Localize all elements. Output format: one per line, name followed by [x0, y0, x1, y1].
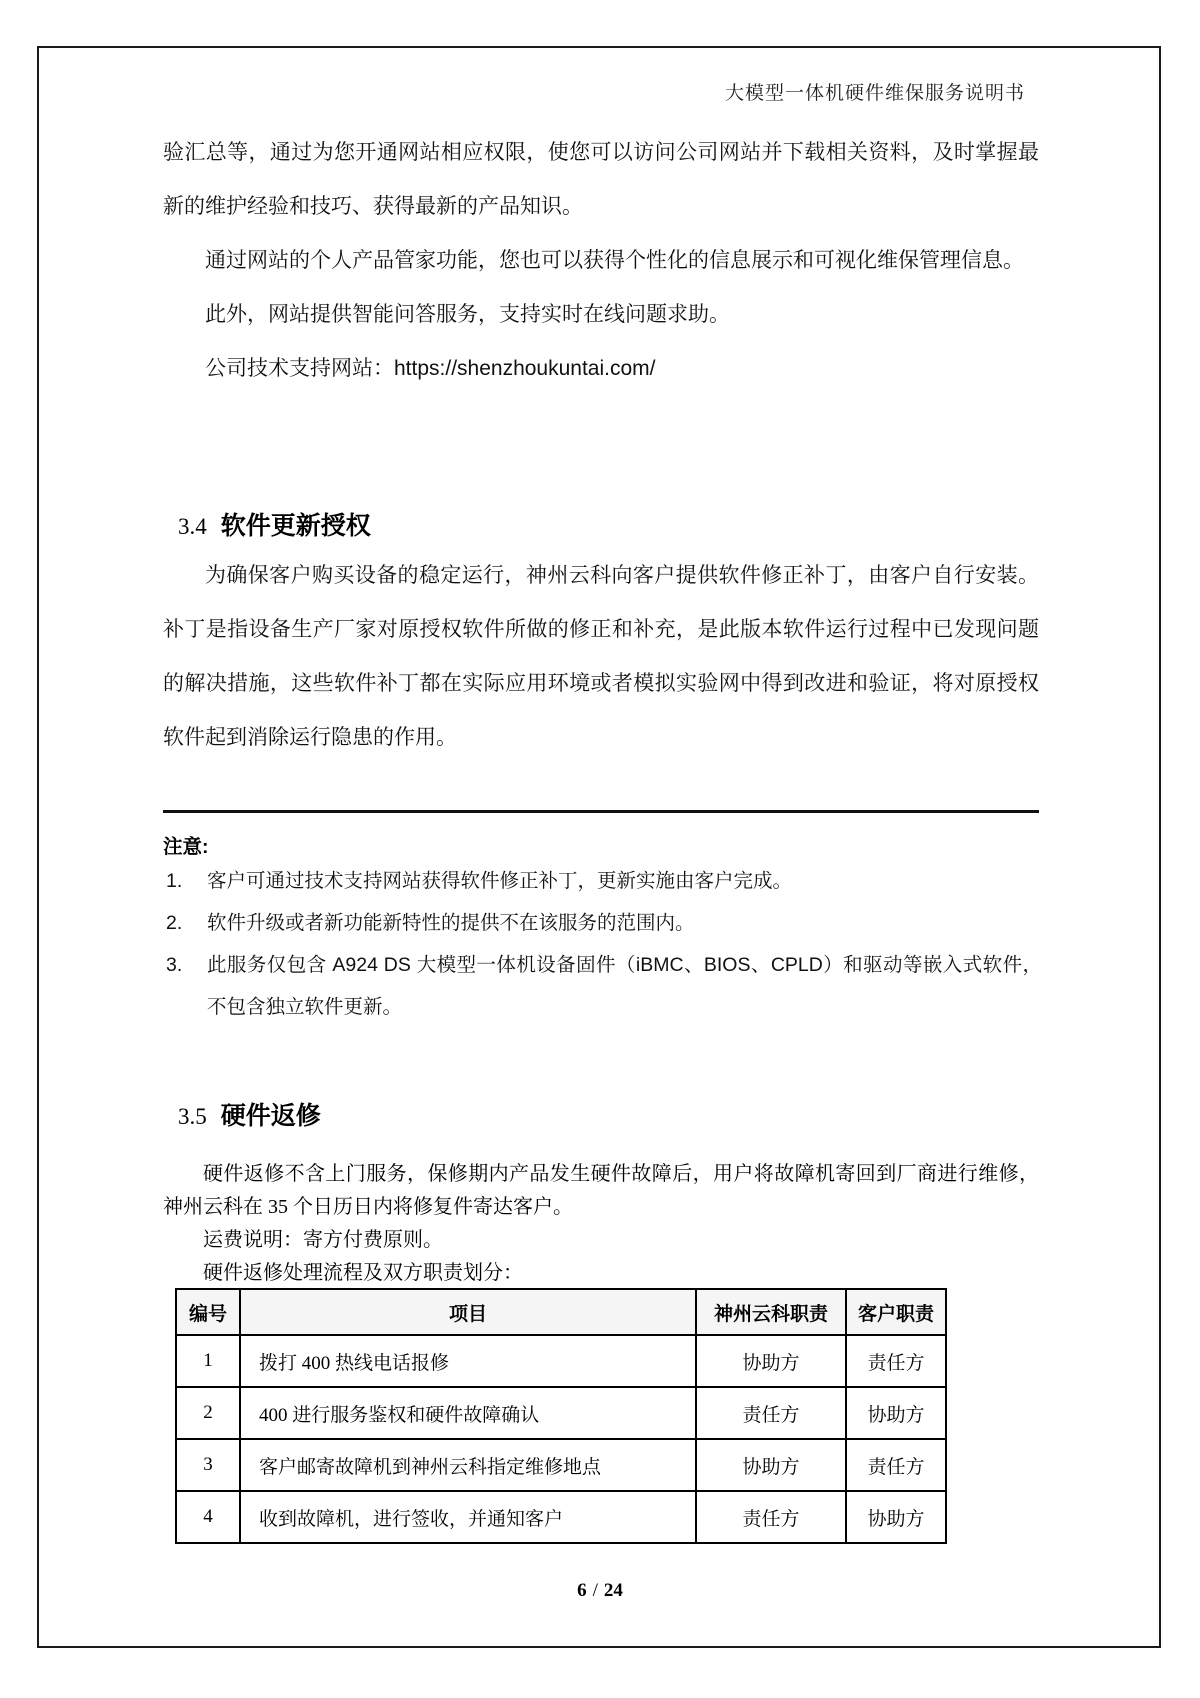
paragraph: 此外，网站提供智能问答服务，支持实时在线问题求助。 — [205, 303, 730, 326]
cell-number: 3 — [176, 1439, 240, 1491]
notice-divider-rule — [163, 810, 1039, 813]
cell-item: 客户邮寄故障机到神州云科指定维修地点 — [240, 1439, 696, 1491]
paragraph: 通过网站的个人产品管家功能，您也可以获得个性化的信息展示和可视化维保管理信息。 — [205, 249, 1024, 272]
cell-number: 1 — [176, 1335, 240, 1387]
cell-szyk-duty: 协助方 — [696, 1439, 846, 1491]
cell-szyk-duty: 责任方 — [696, 1491, 846, 1543]
section-number: 3.4 — [178, 514, 207, 539]
paragraph: 硬件返修处理流程及双方职责划分： — [203, 1262, 523, 1284]
paragraph: 硬件返修不含上门服务，保修期内产品发生硬件故障后，用户将故障机寄回到厂商进行维修，神州云科在 35 个日历日内将修复件寄达客户。 — [163, 1163, 1039, 1218]
cell-item: 400 进行服务鉴权和硬件故障确认 — [240, 1387, 696, 1439]
responsibility-table — [175, 1288, 947, 1544]
section-title: 软件更新授权 — [220, 512, 371, 540]
list-item-number: 3. — [166, 954, 183, 976]
paragraph: 运费说明：寄方付费原则。 — [203, 1229, 443, 1251]
column-header: 神州云科职责 — [696, 1289, 846, 1335]
cell-customer-duty: 责任方 — [846, 1439, 946, 1491]
cell-item: 拨打 400 热线电话报修 — [240, 1335, 696, 1387]
column-header: 编号 — [176, 1289, 240, 1335]
intro-paragraphs — [163, 126, 1039, 396]
notice-label: 注意: — [163, 836, 209, 858]
section-3-4-body: 为确保客户购买设备的稳定运行，神州云科向客户提供软件修正补丁，由客户自行安装。补丁是指设备生产厂家对原授权软件所做的修正和补充，是此版本软件运行过程中已发现问题的解决措施，这些软件补丁都在实际应用环境或者模拟实验网中得到改进和验证，将对原授权软件起到消除运行隐患的作用。 — [163, 564, 1039, 749]
page-footer — [0, 1580, 1200, 1602]
table-row — [176, 1491, 946, 1543]
total-page-count: 24 — [603, 1580, 623, 1601]
column-header: 客户职责 — [846, 1289, 946, 1335]
cell-customer-duty: 协助方 — [846, 1387, 946, 1439]
table-row — [176, 1335, 946, 1387]
section-heading-3-5 — [178, 1096, 321, 1132]
list-item — [166, 902, 1042, 944]
list-item-text: 软件升级或者新功能新特性的提供不在该服务的范围内。 — [207, 912, 695, 934]
list-item-text: 客户可通过技术支持网站获得软件修正补丁，更新实施由客户完成。 — [207, 870, 793, 892]
cell-szyk-duty: 协助方 — [696, 1335, 846, 1387]
cell-customer-duty: 协助方 — [846, 1491, 946, 1543]
cell-item: 收到故障机，进行签收，并通知客户 — [240, 1491, 696, 1543]
page-separator: / — [592, 1580, 598, 1601]
column-header: 项目 — [240, 1289, 696, 1335]
section-heading-3-4 — [178, 506, 371, 542]
cell-number: 4 — [176, 1491, 240, 1543]
list-item — [166, 944, 1042, 1028]
paragraph: 验汇总等，通过为您开通网站相应权限，使您可以访问公司网站并下载相关资料，及时掌握最新的维护经验和技巧、获得最新的产品知识。 — [163, 141, 1039, 218]
table-header-row — [176, 1289, 946, 1335]
support-website-line: 公司技术支持网站：https://shenzhoukuntai.com/ — [205, 357, 656, 380]
list-item — [166, 860, 1042, 902]
table-row — [176, 1387, 946, 1439]
current-page-number: 6 — [577, 1580, 587, 1601]
list-item-number: 1. — [166, 870, 183, 892]
notice-list — [166, 860, 1042, 1028]
table-row — [176, 1439, 946, 1491]
page-header-title: 大模型一体机硬件维保服务说明书 — [724, 83, 1025, 104]
cell-szyk-duty: 责任方 — [696, 1387, 846, 1439]
section-title: 硬件返修 — [220, 1102, 321, 1130]
section-3-5-body — [163, 1158, 1039, 1290]
list-item-number: 2. — [166, 912, 183, 934]
section-number: 3.5 — [178, 1104, 207, 1129]
cell-number: 2 — [176, 1387, 240, 1439]
list-item-text: 此服务仅包含 A924 DS 大模型一体机设备固件（iBMC、BIOS、CPLD）和驱动等嵌入式软件，不包含独立软件更新。 — [207, 954, 1042, 1018]
cell-customer-duty: 责任方 — [846, 1335, 946, 1387]
